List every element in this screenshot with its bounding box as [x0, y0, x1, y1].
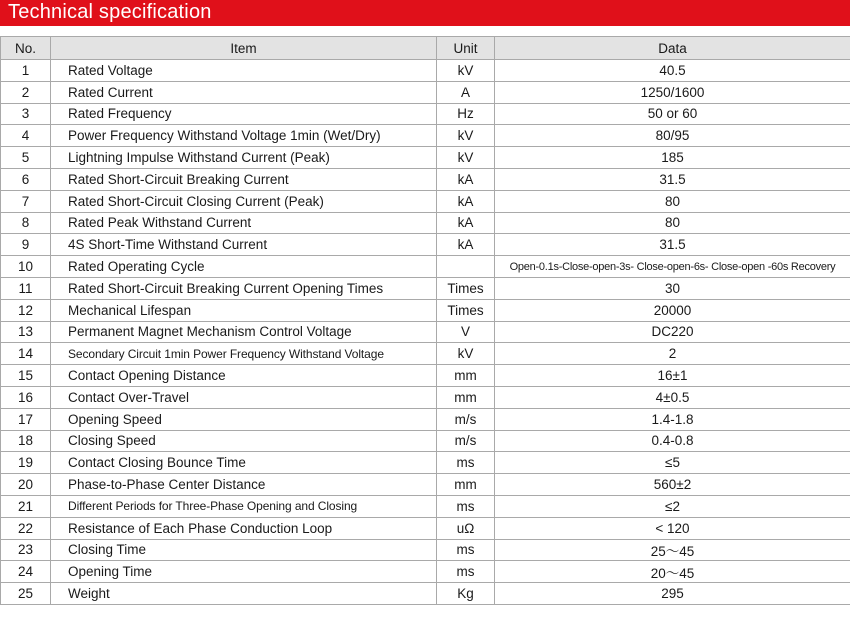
item-cell: Phase-to-Phase Center Distance [51, 474, 437, 496]
table-row [1, 125, 850, 147]
item-cell: Contact Over-Travel [51, 386, 437, 408]
unit-cell: kV [437, 125, 495, 147]
unit-cell: kV [437, 343, 495, 365]
table-row [1, 430, 850, 452]
data-cell: 0.4-0.8 [495, 430, 850, 452]
item-cell: Contact Closing Bounce Time [51, 452, 437, 474]
table-row [1, 234, 850, 256]
item-cell: Permanent Magnet Mechanism Control Voltage [51, 321, 437, 343]
row-number-cell: 1 [1, 60, 51, 82]
item-cell: Closing Speed [51, 430, 437, 452]
row-number-cell: 9 [1, 234, 51, 256]
row-number-cell: 10 [1, 256, 51, 278]
data-cell: 31.5 [495, 234, 850, 256]
data-cell: < 120 [495, 517, 850, 539]
table-row [1, 517, 850, 539]
row-number-cell: 2 [1, 81, 51, 103]
table-row [1, 103, 850, 125]
table-row [1, 386, 850, 408]
row-number-cell: 24 [1, 561, 51, 583]
table-row [1, 277, 850, 299]
unit-cell: ms [437, 495, 495, 517]
unit-cell: Kg [437, 583, 495, 605]
unit-cell: mm [437, 386, 495, 408]
unit-cell: kA [437, 168, 495, 190]
row-number-cell: 19 [1, 452, 51, 474]
data-cell: 30 [495, 277, 850, 299]
table-row [1, 168, 850, 190]
unit-cell: A [437, 81, 495, 103]
item-cell: Lightning Impulse Withstand Current (Peak) [51, 147, 437, 169]
item-cell: Mechanical Lifespan [51, 299, 437, 321]
table-row [1, 452, 850, 474]
data-cell: 295 [495, 583, 850, 605]
unit-cell [437, 256, 495, 278]
unit-cell: uΩ [437, 517, 495, 539]
unit-cell: mm [437, 474, 495, 496]
unit-cell: kV [437, 60, 495, 82]
unit-cell: m/s [437, 430, 495, 452]
row-number-cell: 5 [1, 147, 51, 169]
unit-cell: mm [437, 365, 495, 387]
row-number-cell: 6 [1, 168, 51, 190]
item-cell: Rated Frequency [51, 103, 437, 125]
row-number-cell: 12 [1, 299, 51, 321]
data-cell: ≤2 [495, 495, 850, 517]
data-cell: ≤5 [495, 452, 850, 474]
item-cell: Contact Opening Distance [51, 365, 437, 387]
row-number-cell: 16 [1, 386, 51, 408]
header-bar [0, 0, 850, 26]
table-row [1, 539, 850, 561]
table-row [1, 495, 850, 517]
row-number-cell: 21 [1, 495, 51, 517]
item-cell: Opening Time [51, 561, 437, 583]
unit-cell: Hz [437, 103, 495, 125]
data-cell: 4±0.5 [495, 386, 850, 408]
item-cell: Rated Short-Circuit Breaking Current [51, 168, 437, 190]
data-cell: 80 [495, 190, 850, 212]
unit-cell: ms [437, 561, 495, 583]
unit-cell: kA [437, 190, 495, 212]
item-cell: Resistance of Each Phase Conduction Loop [51, 517, 437, 539]
unit-cell: Times [437, 299, 495, 321]
table-row [1, 321, 850, 343]
row-number-cell: 3 [1, 103, 51, 125]
table-row [1, 256, 850, 278]
table-row [1, 343, 850, 365]
item-cell: Rated Peak Withstand Current [51, 212, 437, 234]
spec-table [0, 36, 850, 605]
table-row [1, 60, 850, 82]
column-header-unit: Unit [437, 37, 495, 60]
data-cell: 50 or 60 [495, 103, 850, 125]
item-cell: Different Periods for Three-Phase Opening and Closing [51, 495, 437, 517]
row-number-cell: 18 [1, 430, 51, 452]
column-header-no: No. [1, 37, 51, 60]
table-row [1, 299, 850, 321]
data-cell: Open-0.1s-Close-open-3s- Close-open-6s- Close-open -60s Recovery [495, 256, 850, 278]
table-row [1, 583, 850, 605]
data-cell: 25～45 [495, 539, 850, 561]
unit-cell: kA [437, 212, 495, 234]
item-cell: Rated Short-Circuit Breaking Current Opening Times [51, 277, 437, 299]
unit-cell: V [437, 321, 495, 343]
data-cell: 20000 [495, 299, 850, 321]
data-cell: 80 [495, 212, 850, 234]
page-title: Technical specification [8, 1, 212, 23]
column-header-data: Data [495, 37, 850, 60]
data-cell: 185 [495, 147, 850, 169]
table-row [1, 365, 850, 387]
row-number-cell: 13 [1, 321, 51, 343]
table-row [1, 147, 850, 169]
item-cell: Opening Speed [51, 408, 437, 430]
row-number-cell: 4 [1, 125, 51, 147]
row-number-cell: 17 [1, 408, 51, 430]
item-cell: Rated Current [51, 81, 437, 103]
unit-cell: kA [437, 234, 495, 256]
row-number-cell: 15 [1, 365, 51, 387]
unit-cell: Times [437, 277, 495, 299]
row-number-cell: 11 [1, 277, 51, 299]
table-header-row [1, 37, 850, 60]
data-cell: DC220 [495, 321, 850, 343]
row-number-cell: 25 [1, 583, 51, 605]
data-cell: 16±1 [495, 365, 850, 387]
table-row [1, 81, 850, 103]
table-row [1, 561, 850, 583]
item-cell: Weight [51, 583, 437, 605]
unit-cell: ms [437, 452, 495, 474]
table-body [1, 60, 850, 605]
data-cell: 80/95 [495, 125, 850, 147]
data-cell: 40.5 [495, 60, 850, 82]
data-cell: 31.5 [495, 168, 850, 190]
row-number-cell: 14 [1, 343, 51, 365]
unit-cell: kV [437, 147, 495, 169]
table-row [1, 408, 850, 430]
unit-cell: ms [437, 539, 495, 561]
row-number-cell: 22 [1, 517, 51, 539]
item-cell: Secondary Circuit 1min Power Frequency Withstand Voltage [51, 343, 437, 365]
data-cell: 560±2 [495, 474, 850, 496]
item-cell: Rated Operating Cycle [51, 256, 437, 278]
item-cell: Rated Short-Circuit Closing Current (Peak) [51, 190, 437, 212]
table-row [1, 474, 850, 496]
table-row [1, 212, 850, 234]
data-cell: 2 [495, 343, 850, 365]
data-cell: 20～45 [495, 561, 850, 583]
row-number-cell: 20 [1, 474, 51, 496]
row-number-cell: 7 [1, 190, 51, 212]
item-cell: Closing Time [51, 539, 437, 561]
data-cell: 1.4-1.8 [495, 408, 850, 430]
item-cell: Rated Voltage [51, 60, 437, 82]
unit-cell: m/s [437, 408, 495, 430]
item-cell: 4S Short-Time Withstand Current [51, 234, 437, 256]
row-number-cell: 8 [1, 212, 51, 234]
item-cell: Power Frequency Withstand Voltage 1min (Wet/Dry) [51, 125, 437, 147]
row-number-cell: 23 [1, 539, 51, 561]
column-header-item: Item [51, 37, 437, 60]
data-cell: 1250/1600 [495, 81, 850, 103]
table-row [1, 190, 850, 212]
